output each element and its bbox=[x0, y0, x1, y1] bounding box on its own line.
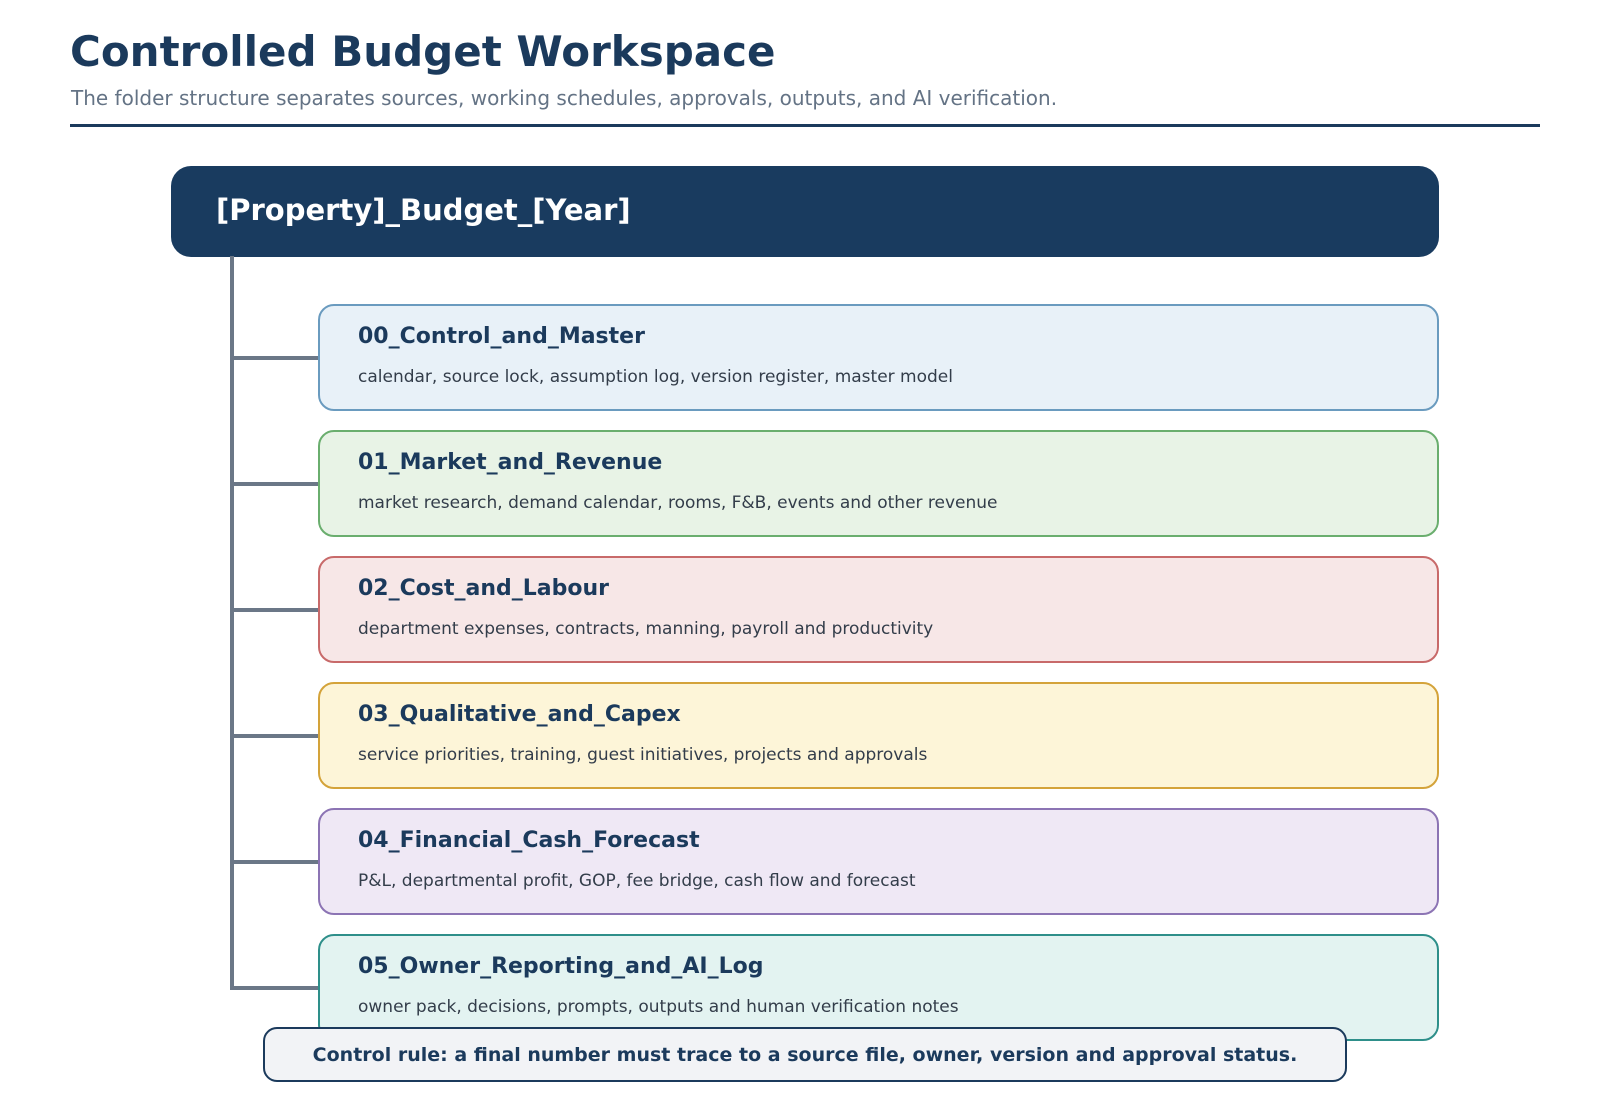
tree-branch-connector bbox=[230, 608, 318, 612]
folder-description: calendar, source lock, assumption log, version register, master model bbox=[358, 367, 953, 387]
tree-branch-connector bbox=[230, 482, 318, 486]
folder-name: 02_Cost_and_Labour bbox=[358, 576, 609, 601]
root-folder bbox=[171, 166, 1439, 257]
header-divider bbox=[70, 124, 1540, 127]
folder-name: 04_Financial_Cash_Forecast bbox=[358, 828, 700, 853]
folder-name: 00_Control_and_Master bbox=[358, 324, 645, 349]
root-folder-label: [Property]_Budget_[Year] bbox=[216, 193, 631, 227]
control-rule-text: Control rule: a final number must trace to a source file, owner, version and approval status. bbox=[312, 1043, 1298, 1066]
tree-branch-connector bbox=[230, 356, 318, 360]
folder-name: 03_Qualitative_and_Capex bbox=[358, 702, 681, 727]
folder-card bbox=[318, 304, 1439, 411]
tree-branch-connector bbox=[230, 986, 318, 990]
folder-card bbox=[318, 808, 1439, 915]
folder-card bbox=[318, 934, 1439, 1041]
folder-description: market research, demand calendar, rooms, F&B, events and other revenue bbox=[358, 493, 998, 513]
tree-trunk-connector bbox=[230, 256, 234, 987]
folder-name: 01_Market_and_Revenue bbox=[358, 450, 663, 475]
control-rule-box bbox=[263, 1027, 1347, 1082]
tree-branch-connector bbox=[230, 860, 318, 864]
page-subtitle: The folder structure separates sources, working schedules, approvals, outputs, and AI verification. bbox=[71, 86, 1058, 110]
tree-branch-connector bbox=[230, 734, 318, 738]
folder-description: owner pack, decisions, prompts, outputs and human verification notes bbox=[358, 997, 959, 1017]
folder-description: service priorities, training, guest initiatives, projects and approvals bbox=[358, 745, 928, 765]
folder-card bbox=[318, 430, 1439, 537]
page-title: Controlled Budget Workspace bbox=[70, 27, 776, 76]
folder-description: department expenses, contracts, manning, payroll and productivity bbox=[358, 619, 934, 639]
folder-name: 05_Owner_Reporting_and_AI_Log bbox=[358, 954, 764, 979]
folder-card bbox=[318, 682, 1439, 789]
folder-description: P&L, departmental profit, GOP, fee bridge, cash flow and forecast bbox=[358, 871, 916, 891]
folder-card bbox=[318, 556, 1439, 663]
